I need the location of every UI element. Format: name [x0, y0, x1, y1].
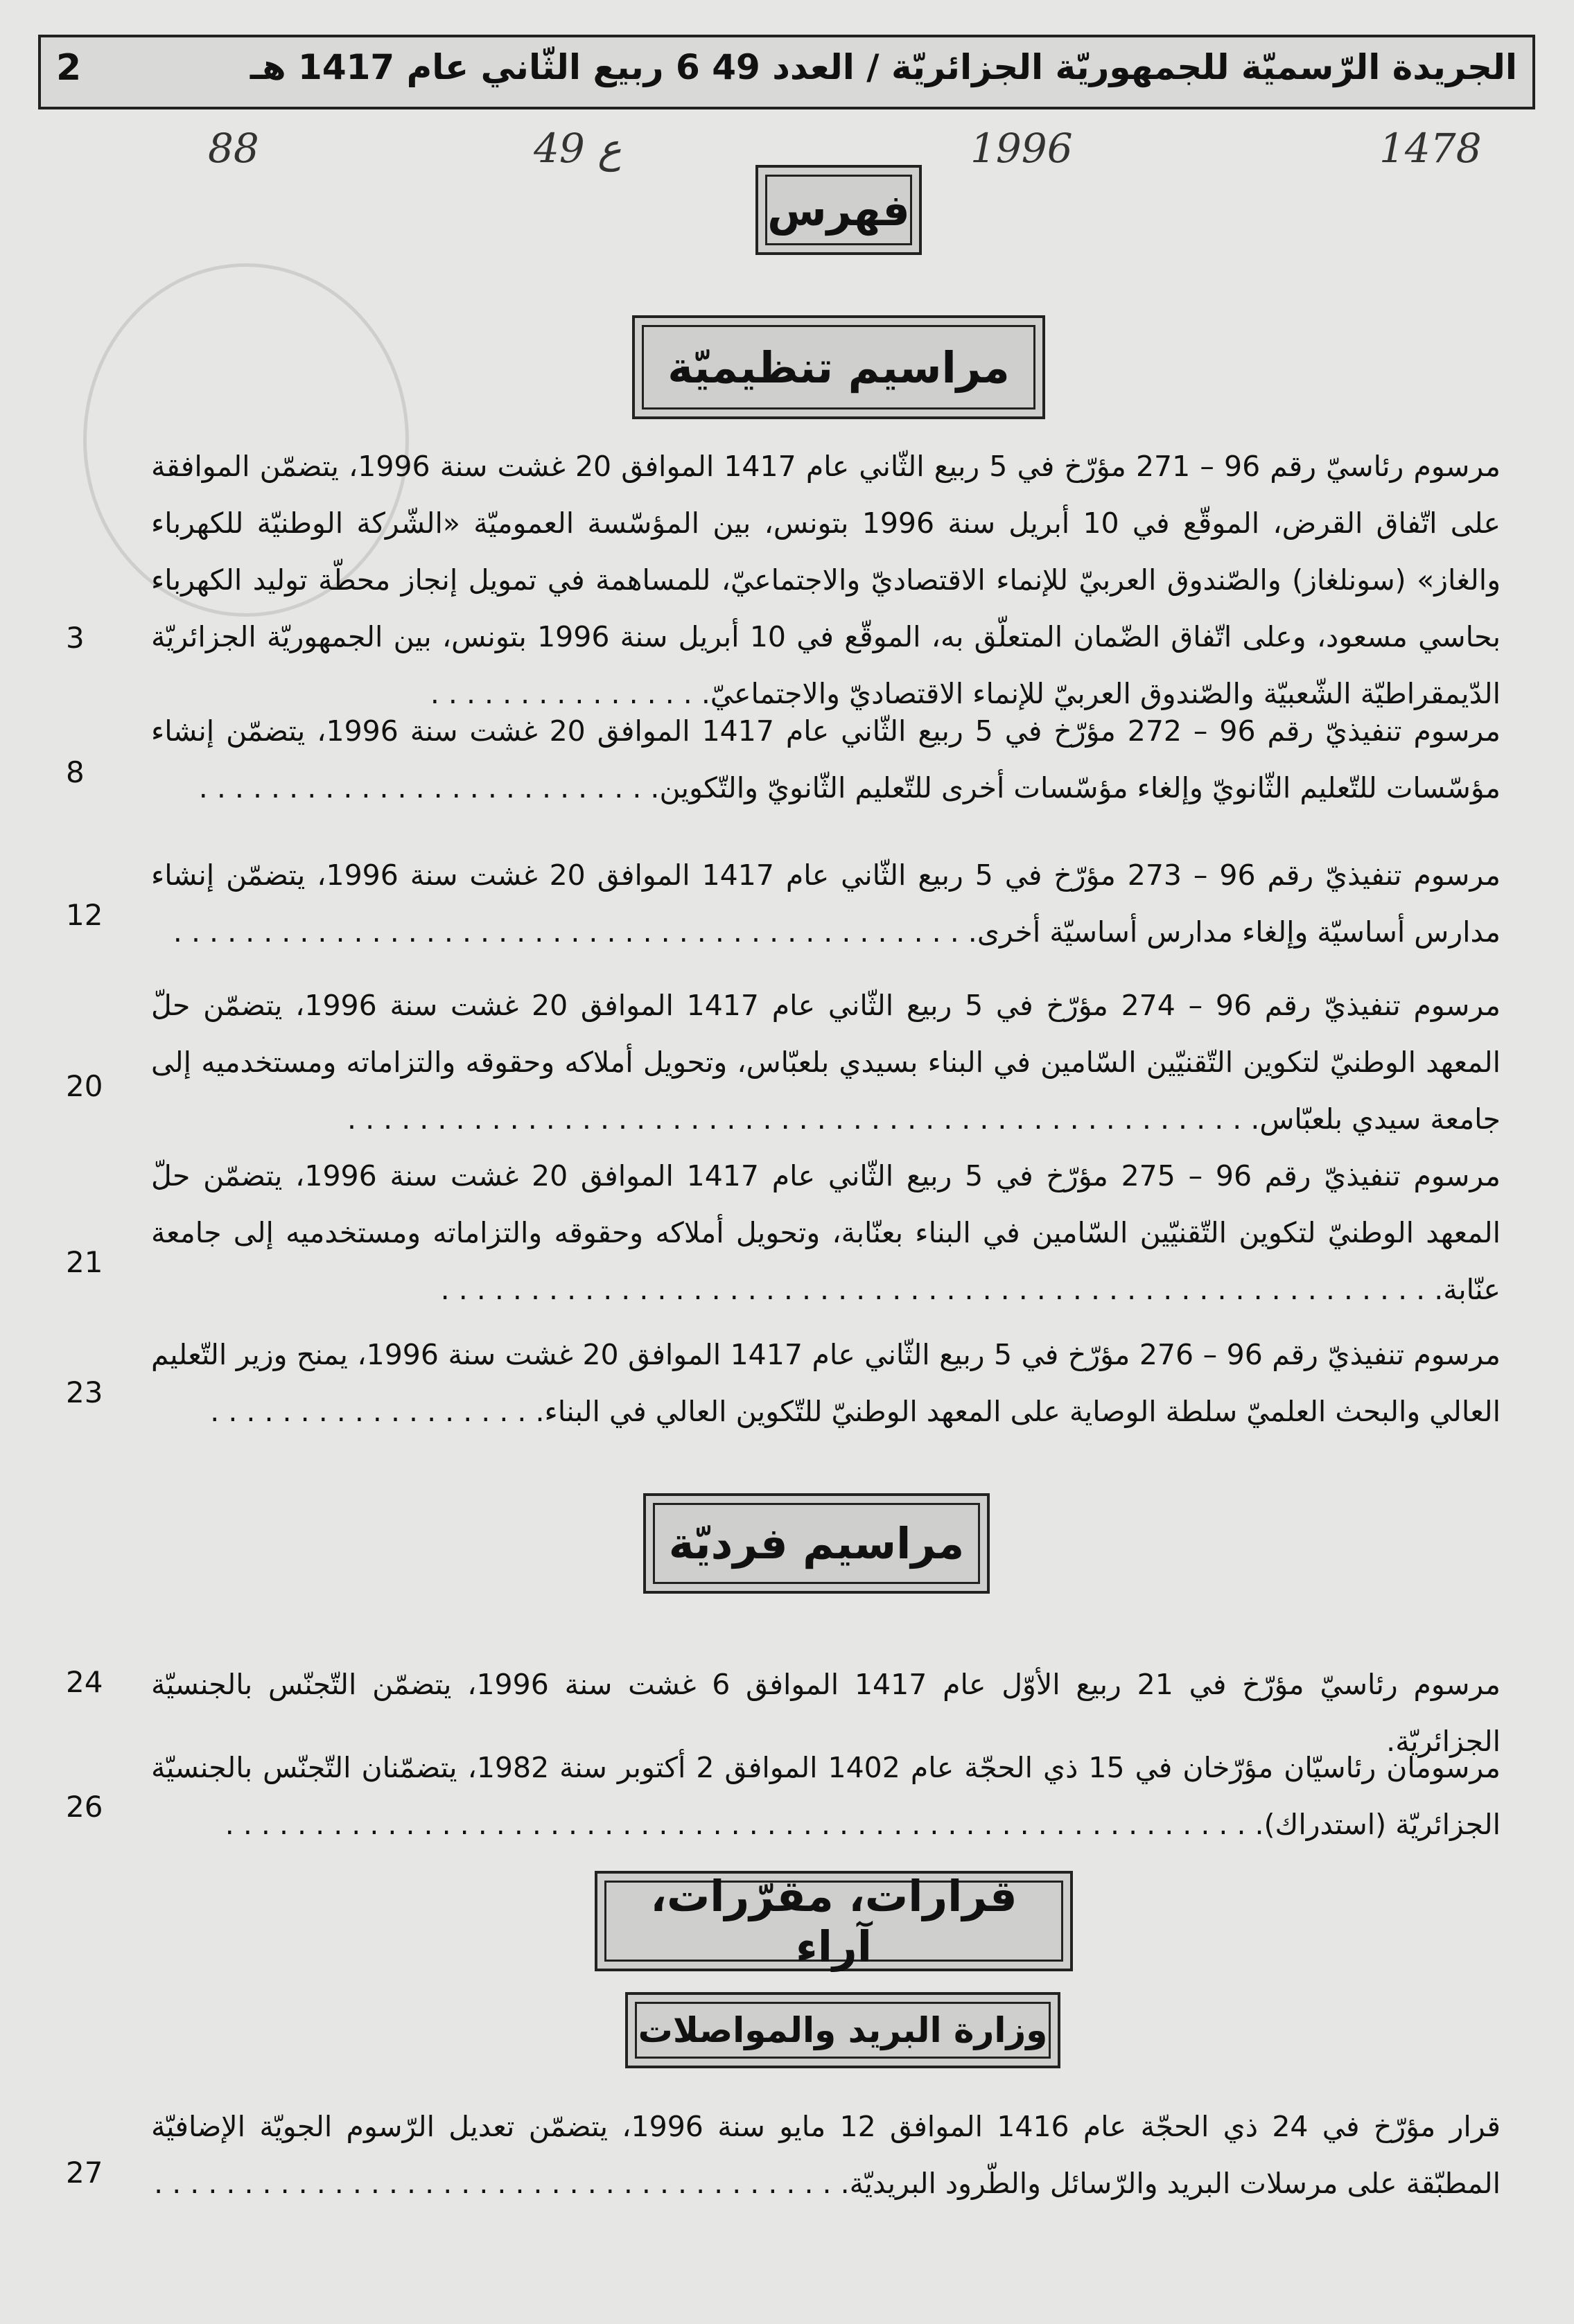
page-number: 2 [56, 47, 82, 89]
list-item: مرسومان رئاسيّان مؤرّخان في 15 ذي الحجّة عام 1402 الموافق 2 أكتوبر سنة 1982، يتضمّنان التّجنّس بالجنسيّة الجزائريّة (استدراك). . . . . . . . . . . . . . . . . . . . . . . . . . . . . . . . . . . . . . . . . . . . . . . . . . . . . . . . . . [151, 1751, 1501, 1841]
handwritten-note-mid1: 49 ع [534, 125, 622, 172]
list-item: مرسوم تنفيذيّ رقم 96 – 272 مؤرّخ في 5 ربيع الثّاني عام 1417 الموافق 20 غشت سنة 1996، يتضمّن إنشاء مؤسّسات للتّعليم الثّانويّ وإلغاء مؤسّسات أخرى للتّعليم الثّانويّ والتّكوين. . . . . . . . . . . . . . . . . . . . . . . . . . [151, 714, 1501, 804]
list-item: مرسوم رئاسيّ رقم 96 – 271 مؤرّخ في 5 ربيع الثّاني عام 1417 الموافق 20 غشت سنة 1996، يتضمّن الموافقة على اتّفاق القرض، الموقّع في 10 أبريل سنة 1996 بتونس، بين المؤسّسة العموميّة «الشّركة الوطنيّة للكهرباء والغاز» (سونلغاز) والصّندوق العربيّ للإنماء الاقتصاديّ والاجتماعيّ، للمساهمة في تمويل إنجاز محطّة توليد الكهرباء بحاسي مسعود، وعلى اتّفاق الضّمان المتعلّق به، الموقّع في 10 أبريل سنة 1996 بتونس، بين الجمهوريّة الجزائريّة الدّيمقراطيّة الشّعبيّة والصّندوق العربيّ للإنماء الاقتصاديّ والاجتماعيّ. . . . . . . . . . . . . . . . [151, 450, 1501, 710]
list-item: مرسوم تنفيذيّ رقم 96 – 274 مؤرّخ في 5 ربيع الثّاني عام 1417 الموافق 20 غشت سنة 1996، يتضمّن حلّ المعهد الوطنيّ لتكوين التّقنيّين السّامين في البناء بسيدي بلعبّاس، وتحويل أملاكه وحقوقه والتزاماته ومستخدميه إلى جامعة سيدي بلعبّاس. . . . . . . . . . . . . . . . . . . . . . . . . . . . . . . . . . . . . . . . . . . . . . . . . . . [151, 989, 1501, 1136]
list-item: مرسوم تنفيذيّ رقم 96 – 275 مؤرّخ في 5 ربيع الثّاني عام 1417 الموافق 20 غشت سنة 1996، يتضمّن حلّ المعهد الوطنيّ لتكوين التّقنيّين السّامين في البناء بعنّابة، وتحويل أملاكه وحقوقه والتزاماته ومستخدميه إلى جامعة عنّابة. . . . . . . . . . . . . . . . . . . . . . . . . . . . . . . . . . . . . . . . . . . . . . . . . . . . . . . . [151, 1159, 1501, 1306]
ministry-heading [625, 1992, 1060, 2068]
list-item: مرسوم تنفيذيّ رقم 96 – 276 مؤرّخ في 5 ربيع الثّاني عام 1417 الموافق 20 غشت سنة 1996، يمنح وزير التّعليم العالي والبحث العلميّ سلطة الوصاية على المعهد الوطنيّ للتّكوين العالي في البناء. . . . . . . . . . . . . . . . . . . [151, 1338, 1501, 1428]
page-ref: 26 [66, 1790, 103, 1824]
list-item: مرسوم رئاسيّ مؤرّخ في 21 ربيع الأوّل عام 1417 الموافق 6 غشت سنة 1996، يتضمّن التّجنّس بالجنسيّة الجزائريّة. [151, 1668, 1501, 1758]
page-ref: 20 [66, 1069, 103, 1103]
decisions-heading [595, 1871, 1073, 1971]
individual-decrees-heading [643, 1493, 990, 1594]
index-heading [755, 165, 922, 255]
individual-decrees-text: مراسيم فرديّة [668, 1518, 965, 1569]
regulatory-decrees-text: مراسيم تنظيميّة [667, 342, 1010, 393]
page-ref: 12 [66, 898, 103, 932]
handwritten-note-right: 1478 [1379, 125, 1482, 172]
handwritten-note-year: 1996 [970, 125, 1073, 172]
list-item: قرار مؤرّخ في 24 ذي الحجّة عام 1416 الموافق 12 مايو سنة 1996، يتضمّن تعديل الرّسوم الجويّة الإضافيّة المطبّقة على مرسلات البريد والرّسائل والطّرود البريديّة. . . . . . . . . . . . . . . . . . . . . . . . . . . . . . . . . . . . . . . [151, 2110, 1501, 2200]
index-heading-text: فهرس [767, 184, 910, 236]
page-ref: 21 [66, 1245, 103, 1279]
page-ref: 27 [66, 2156, 103, 2190]
regulatory-decrees-heading [632, 315, 1045, 419]
page-ref: 24 [66, 1665, 103, 1699]
page-ref: 8 [66, 755, 85, 789]
page-header [38, 35, 1535, 109]
ministry-heading-text: وزارة البريد والمواصلات [638, 2010, 1048, 2050]
gazette-title: الجريدة الرّسميّة للجمهوريّة الجزائريّة / العدد 49 6 ربيع الثّاني عام 1417 هـ [250, 47, 1517, 87]
decisions-heading-text: قرارات، مقرّرات، آراء [650, 1870, 1017, 1972]
page-ref: 23 [66, 1375, 103, 1409]
page-ref: 3 [66, 621, 85, 655]
handwritten-note-left: 88 [208, 125, 259, 172]
list-item: مرسوم تنفيذيّ رقم 96 – 273 مؤرّخ في 5 ربيع الثّاني عام 1417 الموافق 20 غشت سنة 1996، يتضمّن إنشاء مدارس أساسيّة وإلغاء مدارس أساسيّة أخرى. . . . . . . . . . . . . . . . . . . . . . . . . . . . . . . . . . . . . . . . . . . . . [151, 859, 1501, 949]
